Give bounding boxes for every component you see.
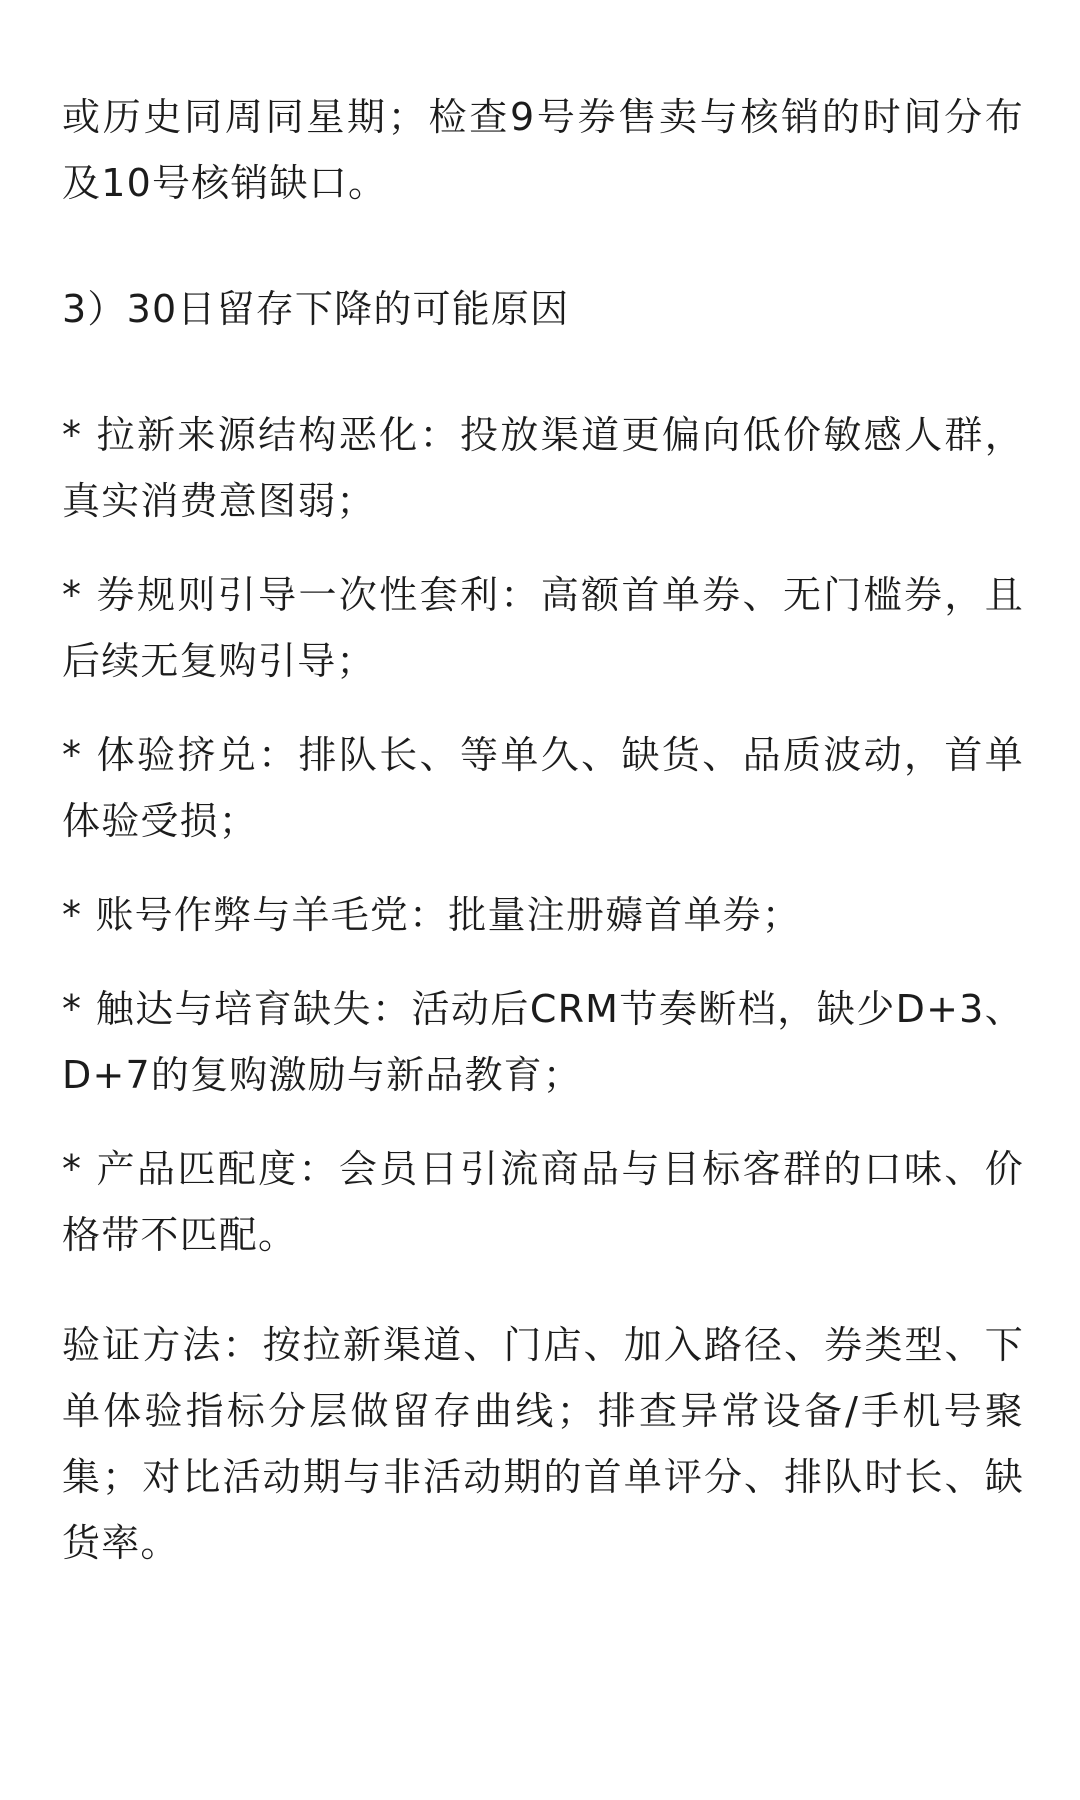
intro-continuation-paragraph: 或历史同周同星期；检查9号券售卖与核销的时间分布及10号核销缺口。 [62,95,1024,205]
bullet-item-fraud: * 账号作弊与羊毛党：批量注册薅首单券； [62,893,802,937]
verification-paragraph: 验证方法：按拉新渠道、门店、加入路径、券类型、下单体验指标分层做留存曲线；排查异常设备/手机号聚集；对比活动期与非活动期的首单评分、排队时长、缺货率。 [62,1323,1024,1565]
bullet-item-crm: * 触达与培育缺失：活动后CRM节奏断档，缺少D+3、D+7的复购激励与新品教育； [62,987,1024,1097]
section-heading: 3）30日留存下降的可能原因 [62,287,570,331]
bullet-item-experience: * 体验挤兑：排队长、等单久、缺货、品质波动，首单体验受损； [62,733,1024,843]
bullet-item-acquisition: * 拉新来源结构恶化：投放渠道更偏向低价敏感人群，真实消费意图弱； [62,413,1024,523]
document-body [62,84,1024,1576]
bullet-item-coupon-rules: * 券规则引导一次性套利：高额首单券、无门槛券，且后续无复购引导； [62,573,1024,683]
bullet-item-product-fit: * 产品匹配度：会员日引流商品与目标客群的口味、价格带不匹配。 [62,1147,1024,1257]
